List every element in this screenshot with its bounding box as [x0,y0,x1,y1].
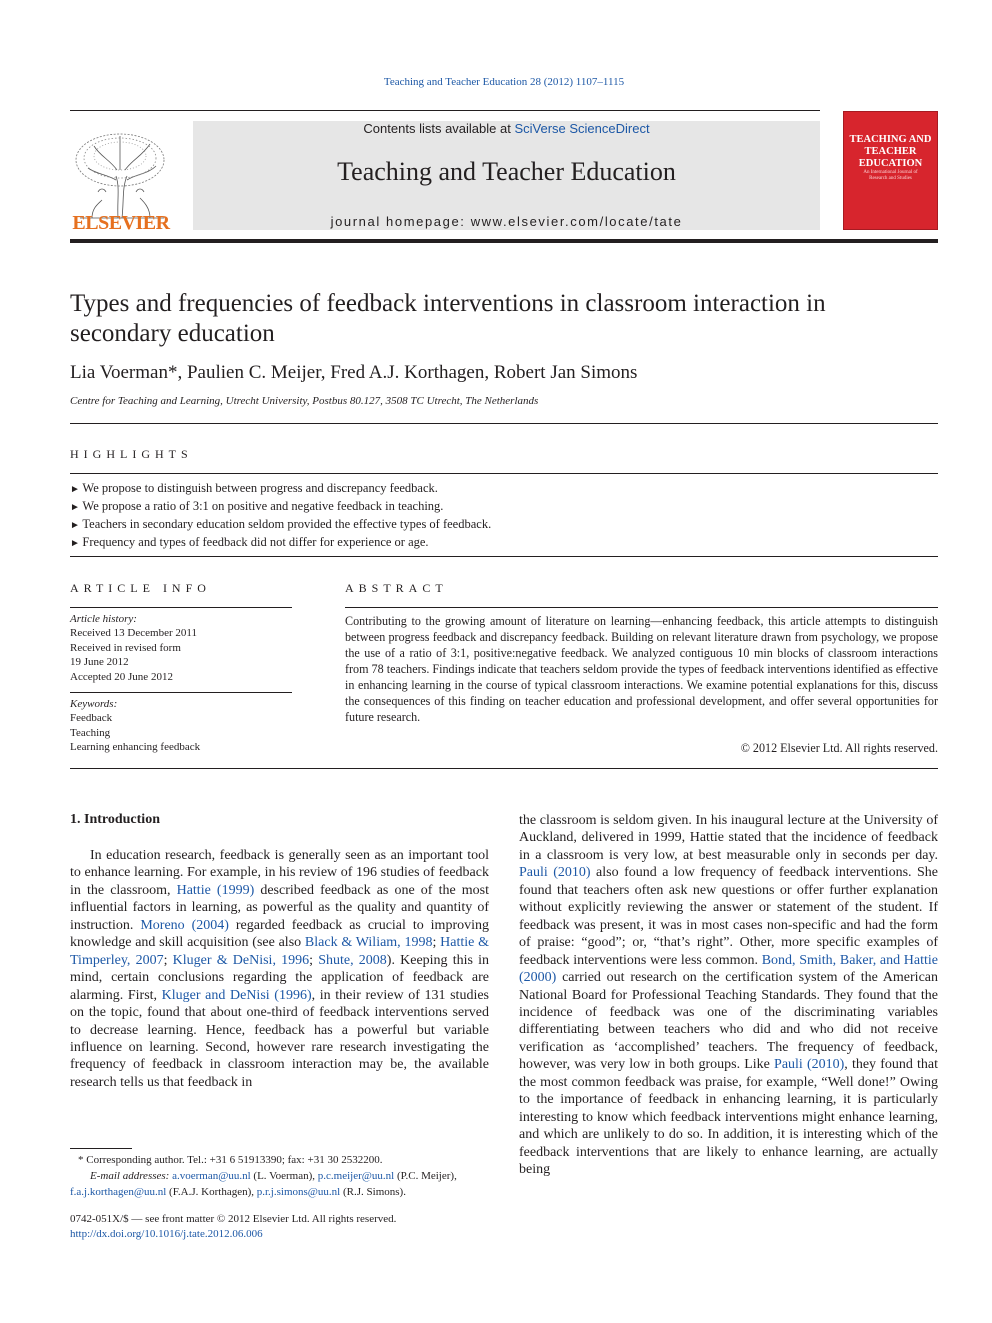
email-line [70,1184,489,1200]
highlights-heading: HIGHLIGHTS [70,447,193,461]
journal-name: Teaching and Teacher Education [337,157,676,186]
contents-availability [193,121,820,136]
email-owner: (R.J. Simons). [340,1186,406,1198]
body-text: regarded feedback as crucial to improving knowledge and skill acquisition (see also [70,917,489,951]
body-column-left [70,847,489,1091]
citation-link[interactable]: Bond, Smith, Baker, and Hattie (2000) [519,952,938,986]
body-text: carried out research on the certification system of the American National Board for Professional Teaching Standards. They found that the incidence of feedback was one of the discriminating variables differentiating between teachers who did and who did not receive verification as ‘accomplished’ teachers. The frequency of feedback, however, was very low in both groups. Like [519,970,938,1073]
rule [345,607,938,608]
cover-title: TEACHING AND TEACHER EDUCATION [849,134,932,169]
email-link[interactable]: a.voerman@uu.nl [172,1170,251,1182]
front-matter [70,1212,396,1241]
rule [70,423,938,424]
rule [70,556,938,557]
header-thick-rule [70,239,938,243]
abstract-heading: ABSTRACT [345,581,448,595]
keywords-label: Keywords: [70,698,118,711]
email-label: E-mail addresses: [90,1170,170,1182]
abstract-text: Contributing to the growing amount of literature on learning—enhancing feedback, this article attempts to distinguish between progress feedback and discrepancy feedback. Building on relevant literature drawn from psychology, we propose the use of a ratio of 3:1, positive:negative feedback. We analyzed contiguous 10 min blocks of classroom interactions from 78 teachers. Findings indicate that teachers seldom provide the types of feedback interventions identified as effective in enhancing learning in the course of typical classroom interactions. We examine potential explanations for this, discuss the consequences of this finding on teacher education and professional development, and offer several opportunities for future research. [345,614,938,724]
journal-citation[interactable]: Teaching and Teacher Education 28 (2012) 1107–1115 [383,76,625,88]
history-line: Received 13 December 2011 [70,627,197,640]
body-text: described feedback as one of the most influential factors in learning, as powerful as the quality and quantity of instruction. [70,882,490,933]
history-label: Article history: [70,613,137,625]
header-rule [70,110,820,111]
section-heading: 1. Introduction [70,812,160,827]
sciencedirect-link[interactable]: SciVerse ScienceDirect [514,121,650,136]
body-text: also found a low frequency of feedback interventions. She found that teachers often ask new questions or offer further explanation without explicitly reviewing the answer or statement of the student. If feedback was present, it was in most cases non-specific and had the form of praise: “good”; or, “that’s right”. Other, more specific examples of feedback interventions were less common. [519,865,938,968]
highlights-list [70,480,491,552]
citation-link[interactable]: Hattie (1999) [176,882,255,898]
history-line: Accepted 20 June 2012 [70,670,173,683]
highlight-item: ► We propose a ratio of 3:1 on positive and negative feedback in teaching. [70,498,491,516]
journal-cover [843,111,938,230]
article-info [70,612,292,755]
email-link[interactable]: f.a.j.korthagen@uu.nl [70,1186,167,1198]
footnote [70,1152,489,1200]
highlight-item: ► We propose to distinguish between progress and discrepancy feedback. [70,480,491,498]
body-text: ; [163,952,173,968]
email-link[interactable]: p.c.meijer@uu.nl [317,1170,395,1182]
copyright: © 2012 Elsevier Ltd. All rights reserved. [740,741,938,755]
highlight-item: ► Teachers in secondary education seldom provided the effective types of feedback. [70,516,491,534]
body-text: In education research, feedback is generally seen as an important tool to enhance learning. For example, in his review of 196 studies of feedback in the classroom, [70,848,489,898]
email-link[interactable]: p.r.j.simons@uu.nl [256,1186,341,1198]
article-info-heading: ARTICLE INFO [70,581,211,595]
history-line: 19 June 2012 [70,656,129,669]
affiliation: Centre for Teaching and Learning, Utrecht University, Postbus 80.127, 3508 TC Utrecht, The Netherlands [70,395,539,407]
keyword: Feedback [70,712,113,725]
article-title: Types and frequencies of feedback interventions in classroom interaction in secondary education [70,290,826,347]
contents-prefix: Contents lists available at [363,121,515,136]
authors: Lia Voerman*, Paulien C. Meijer, Fred A.J. Korthagen, Robert Jan Simons [70,362,638,383]
citation-link[interactable]: Kluger and DeNisi (1996) [161,987,312,1003]
citation-link[interactable]: Shute, 2008 [318,952,387,968]
body-text: , they found that the most common feedback was praise, for example, “Well done!” Owing to the importance of feedback in enhancing learning, it is particularly interesting to know which feedback interventions might enhance learning, and which are unlikely to do so. In addition, it is interesting which of the feedback interventions that are likely to enhance learning, are actually being [519,1057,939,1178]
elsevier-wordmark: ELSEVIER [72,212,170,234]
issn-line: 0742-051X/$ — see front matter © 2012 Elsevier Ltd. All rights reserved. [70,1213,397,1225]
citation-link[interactable]: Black & Wiliam, 1998 [304,935,433,951]
citation-link[interactable]: Hattie & Timperley, 2007 [70,935,490,968]
history-line: Received in revised form [70,641,181,654]
body-text: ). Keeping this in mind, certain conclusions regarding the application of feedback are alarming. First, [70,952,490,1003]
rule [70,473,938,474]
rule [70,692,292,693]
keyword: Teaching [70,726,111,739]
journal-banner [193,121,820,230]
citation-link[interactable]: Pauli (2010) [774,1057,845,1073]
doi-link[interactable]: http://dx.doi.org/10.1016/j.tate.2012.06.006 [70,1227,263,1240]
highlight-item: ► Frequency and types of feedback did not differ for experience or age. [70,534,491,552]
rule [70,768,938,769]
footnote-rule [70,1148,132,1149]
email-line [70,1168,489,1184]
rule [70,607,292,608]
citation-link[interactable]: Pauli (2010) [519,865,591,881]
email-owner: (F.A.J. Korthagen), [166,1186,257,1198]
keyword: Learning enhancing feedback [70,741,201,754]
corresponding-author: * Corresponding author. Tel.: +31 6 51913390; fax: +31 30 2532200. [78,1154,383,1166]
body-text: the classroom is seldom given. In his inaugural lecture at the University of Auckland, delivered in 1999, Hattie stated that the incidence of feedback in a classroom is very low, at best measurable only in seconds per day. [519,813,938,863]
email-owner: (P.C. Meijer), [394,1170,457,1182]
email-owner: (L. Voerman), [250,1170,318,1182]
body-column-right [519,812,938,1179]
citation-link[interactable]: Moreno (2004) [140,917,229,933]
body-text: ; [432,935,441,951]
journal-homepage[interactable]: journal homepage: www.elsevier.com/locate/tate [330,214,683,229]
citation-link[interactable]: Kluger & DeNisi, 1996 [172,952,310,968]
cover-subtitle: An International Journal of Research and Studies [863,170,918,181]
body-text: , in their review of 131 studies on the topic, found that about one-third of feedback interventions served to decrease learning. Hence, feedback has a powerful but variable influence on learning. Second, however rare research investigating the frequency of feedback in classroom interaction may be, the available research tells us that feedback in [70,987,490,1090]
body-text: ; [309,952,319,968]
